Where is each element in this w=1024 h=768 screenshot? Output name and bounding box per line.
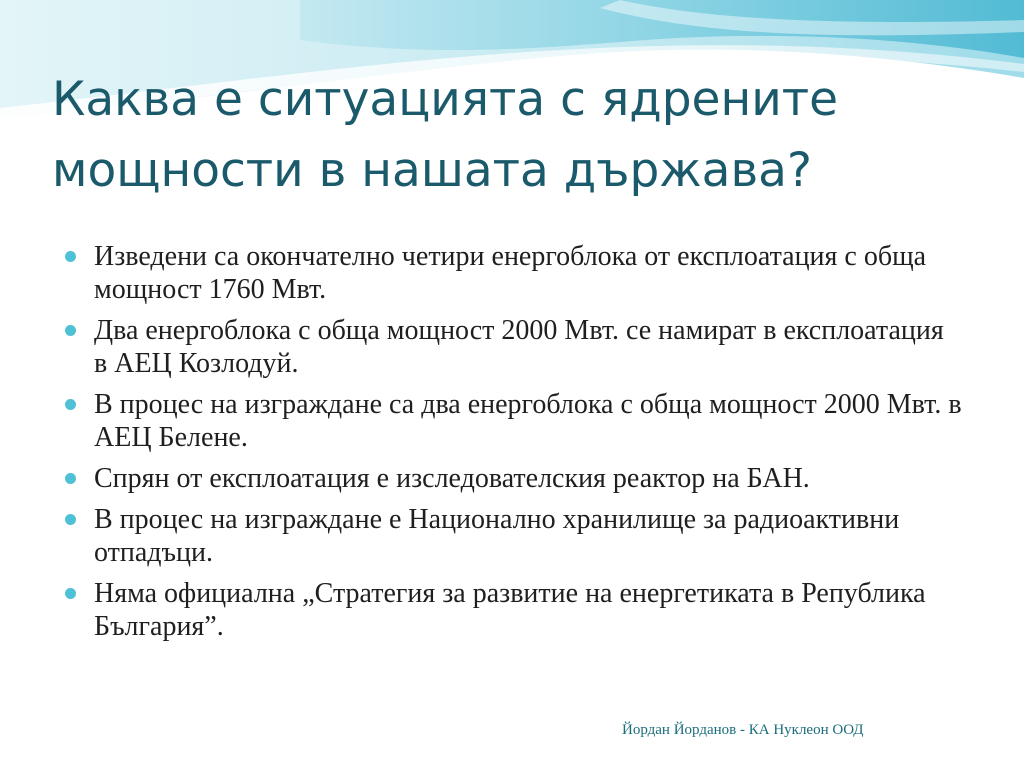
list-item xyxy=(62,462,962,495)
bullet-text: Спрян от експлоатация е изследователския реактор на БАН. xyxy=(94,463,810,494)
bullet-text: В процес на изграждане са два енергоблока с обща мощност 2000 Мвт. в АЕЦ Белене. xyxy=(94,389,962,453)
bullet-dot-icon xyxy=(65,514,76,525)
bullet-dot-icon xyxy=(65,325,76,336)
footer-author: Йордан Йорданов - КА Нуклеон ООД xyxy=(622,722,864,738)
list-item xyxy=(62,240,962,306)
bullet-text: В процес на изграждане е Национално хранилище за радиоактивни отпадъци. xyxy=(94,504,900,568)
bullet-text: Няма официална „Стратегия за развитие на енергетиката в Република България”. xyxy=(94,578,926,642)
bullet-dot-icon xyxy=(65,588,76,599)
bullet-dot-icon xyxy=(65,399,76,410)
list-item xyxy=(62,503,962,569)
bullet-list xyxy=(62,240,962,651)
slide-title: Каква е ситуацията с ядрените мощности в нашата държава? xyxy=(52,72,839,198)
list-item xyxy=(62,577,962,643)
list-item xyxy=(62,314,962,380)
bullet-dot-icon xyxy=(65,473,76,484)
list-item xyxy=(62,388,962,454)
bullet-text: Изведени са окончателно четири енергоблока от експлоатация с обща мощност 1760 Мвт. xyxy=(94,241,927,305)
bullet-dot-icon xyxy=(65,251,76,262)
bullet-text: Два енергоблока с обща мощност 2000 Мвт. се намират в експлоатация в АЕЦ Козлодуй. xyxy=(94,315,944,379)
